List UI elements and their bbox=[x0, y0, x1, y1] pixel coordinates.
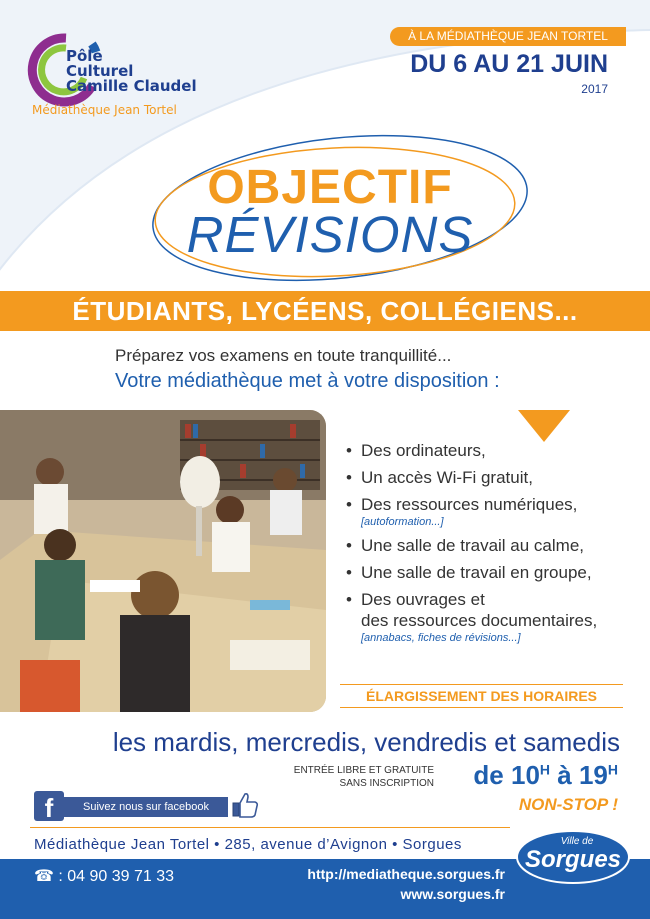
feature-text: Une salle de travail au calme, bbox=[361, 536, 585, 555]
feature-item bbox=[345, 562, 597, 583]
feature-text: Un accès Wi-Fi gratuit, bbox=[361, 468, 533, 487]
hours-heading: ÉLARGISSEMENT DES HORAIRES bbox=[340, 684, 623, 708]
mediatheque-link[interactable]: http://mediatheque.sorgues.fr bbox=[307, 866, 505, 882]
feature-text: Des ouvrages et bbox=[361, 590, 485, 609]
feature-item bbox=[345, 535, 597, 556]
address: Médiathèque Jean Tortel • 285, avenue d’Avignon • Sorgues bbox=[34, 836, 462, 853]
logo-subtitle: Médiathèque Jean Tortel bbox=[32, 103, 177, 117]
logo-line-2: Culturel bbox=[66, 62, 134, 80]
feature-item bbox=[345, 589, 597, 645]
feature-item bbox=[345, 440, 597, 461]
feature-item bbox=[345, 467, 597, 488]
opening-days: les mardis, mercredis, vendredis et samedis bbox=[112, 727, 620, 757]
feature-note: [autoformation...] bbox=[361, 516, 444, 528]
footer-divider bbox=[30, 827, 510, 828]
phone-number[interactable]: ☎ : 04 90 39 71 33 bbox=[34, 868, 175, 885]
feature-item bbox=[345, 494, 597, 529]
intro-line-2: Votre médiathèque met à votre disposition : bbox=[115, 370, 500, 392]
city-logo-big-text: Sorgues bbox=[524, 846, 622, 873]
down-arrow-icon bbox=[518, 410, 570, 444]
city-logo-small-text: Ville de bbox=[560, 836, 594, 847]
feature-text: Des ordinateurs, bbox=[361, 441, 486, 460]
feature-note: [annabacs, fiches de révisions...] bbox=[361, 632, 521, 644]
logo-line-3: Camille Claudel bbox=[66, 77, 197, 95]
thumbs-up-icon[interactable] bbox=[230, 790, 260, 820]
title-revisions: RÉVISIONS bbox=[186, 206, 474, 263]
facebook-follow-button[interactable]: Suivez nous sur facebook bbox=[64, 797, 228, 817]
feature-text-continued: des ressources documentaires, bbox=[361, 611, 598, 630]
entry-line-1: ENTRÉE LIBRE ET GRATUITE bbox=[293, 765, 434, 776]
intro-line-1: Préparez vos examens en toute tranquillité... bbox=[115, 346, 452, 365]
opening-hours bbox=[440, 760, 618, 791]
logo-line-1: Pôle bbox=[66, 47, 103, 65]
audience-text: ÉTUDIANTS, LYCÉENS, COLLÉGIENS... bbox=[72, 296, 578, 326]
nonstop-label: NON-STOP ! bbox=[518, 795, 618, 814]
event-dates: DU 6 AU 21 JUIN bbox=[410, 50, 608, 78]
students-studying-photo bbox=[0, 410, 326, 712]
time-to: à 19 bbox=[550, 760, 608, 790]
venue-badge: À LA MÉDIATHÈQUE JEAN TORTEL bbox=[390, 27, 626, 46]
title-objectif: OBJECTIF bbox=[207, 161, 453, 214]
ville-de-sorgues-logo bbox=[515, 825, 635, 885]
feature-text: Une salle de travail en groupe, bbox=[361, 563, 592, 582]
feature-text: Des ressources numériques, bbox=[361, 495, 578, 514]
event-year: 2017 bbox=[581, 82, 608, 96]
entry-info bbox=[250, 764, 434, 790]
city-website-link[interactable]: www.sorgues.fr bbox=[400, 886, 505, 902]
facebook-icon[interactable]: f bbox=[34, 791, 64, 821]
time-from: de 10 bbox=[473, 760, 540, 790]
time-to-unit: H bbox=[607, 761, 618, 778]
feature-list bbox=[345, 440, 597, 651]
logo-wordmark bbox=[66, 49, 197, 94]
time-from-unit: H bbox=[539, 761, 551, 778]
entry-line-2: SANS INSCRIPTION bbox=[339, 778, 434, 789]
